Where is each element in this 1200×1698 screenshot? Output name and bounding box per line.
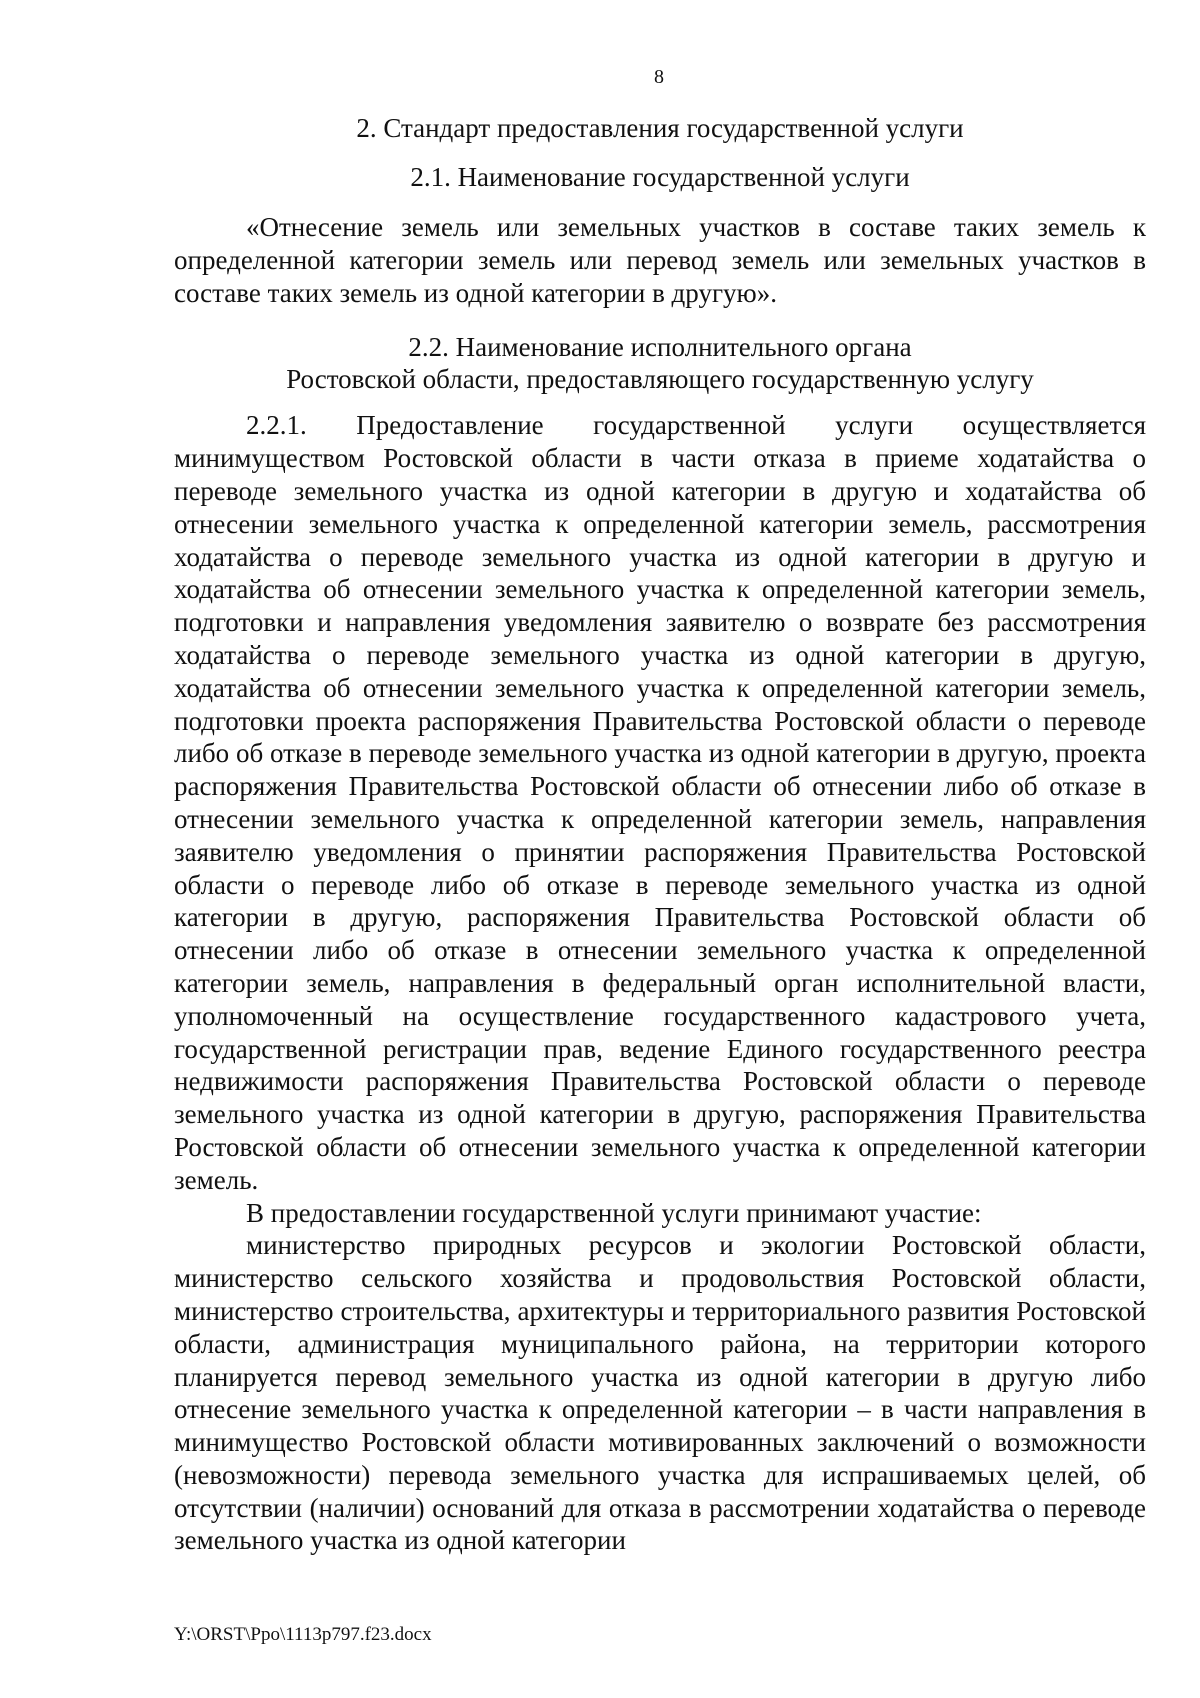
participation-intro: В предоставлении государственной услуги принимают участие: (246, 1197, 982, 1228)
page-number: 8 (654, 66, 664, 88)
paragraph-2-2-1: 2.2.1. Предоставление государственной услуги осуществляется минимуществом Ростовской области в части отказа в приеме ходатайства о переводе земельного участка из одной категории в другую и ходатайства об отнесении земельного участка к определенной категории земель, рассмотрения ходатайства о переводе земельного участка из одной категории в другую и ходатайства об отнесении земельного участка к определенной категории земель, подготовки и направления уведомления заявителю о возврате без рассмотрения ходатайства о переводе земельного участка из одной категории в другую, ходатайства об отнесении земельного участка к определенной категории земель, подготовки проекта распоряжения Правительства Ростовской области о переводе либо об отказе в переводе земельного участка из одной категории в другую, проекта распоряжения Правительства Ростовской области об отнесении либо об отказе в отнесении земельного участка к определенной категории земель, направления заявителю уведомления о принятии распоряжения Правительства Ростовской области о переводе либо об отказе в переводе земельного участка из одной категории в другую, распоряжения Правительства Ростовской области об отнесении либо об отказе в отнесении земельного участка к определенной категории земель, направления в федеральный орган исполнительной власти, уполномоченный на осуществление государственного кадастрового учета, государственной регистрации прав, ведение Единого государственного реестра недвижимости распоряжения Правительства Ростовской области о переводе земельного участка из одной категории в другую, распоряжения Правительства Ростовской области об отнесении земельного участка к определенной категории земель. (174, 410, 1146, 1195)
footer-file-path: Y:\ORST\Ppo\1113p797.f23.docx (174, 1624, 432, 1645)
service-name-paragraph: «Отнесение земель или земельных участков в составе таких земель к определенной категории земель или перевод земель или земельных участков в составе таких земель из одной категории в другую». (174, 212, 1146, 308)
document-body (174, 100, 1146, 1557)
participants-paragraph: министерство природных ресурсов и экологии Ростовской области, министерство сельского хозяйства и продовольствия Ростовской области, министерство строительства, архитектуры и территориального развития Ростовской области, администрация муниципального района, на территории которого планируется перевод земельного участка из одной категории в другую либо отнесение земельного участка к определенной категории – в части направления в минимущество Ростовской области мотивированных заключений о возможности (невозможности) перевода земельного участка для испрашиваемых целей, об отсутствии (наличии) оснований для отказа в рассмотрении ходатайства о переводе земельного участка из одной категории (174, 1230, 1146, 1556)
section-title: 2. Стандарт предоставления государственной услуги (356, 113, 964, 143)
subsection-2-2-title-line1: 2.2. Наименование исполнительного органа (408, 332, 912, 363)
subsection-2-2-title-line2: Ростовской области, предоставляющего государственную услугу (286, 364, 1034, 395)
subsection-2-1-title: 2.1. Наименование государственной услуги (410, 162, 910, 192)
